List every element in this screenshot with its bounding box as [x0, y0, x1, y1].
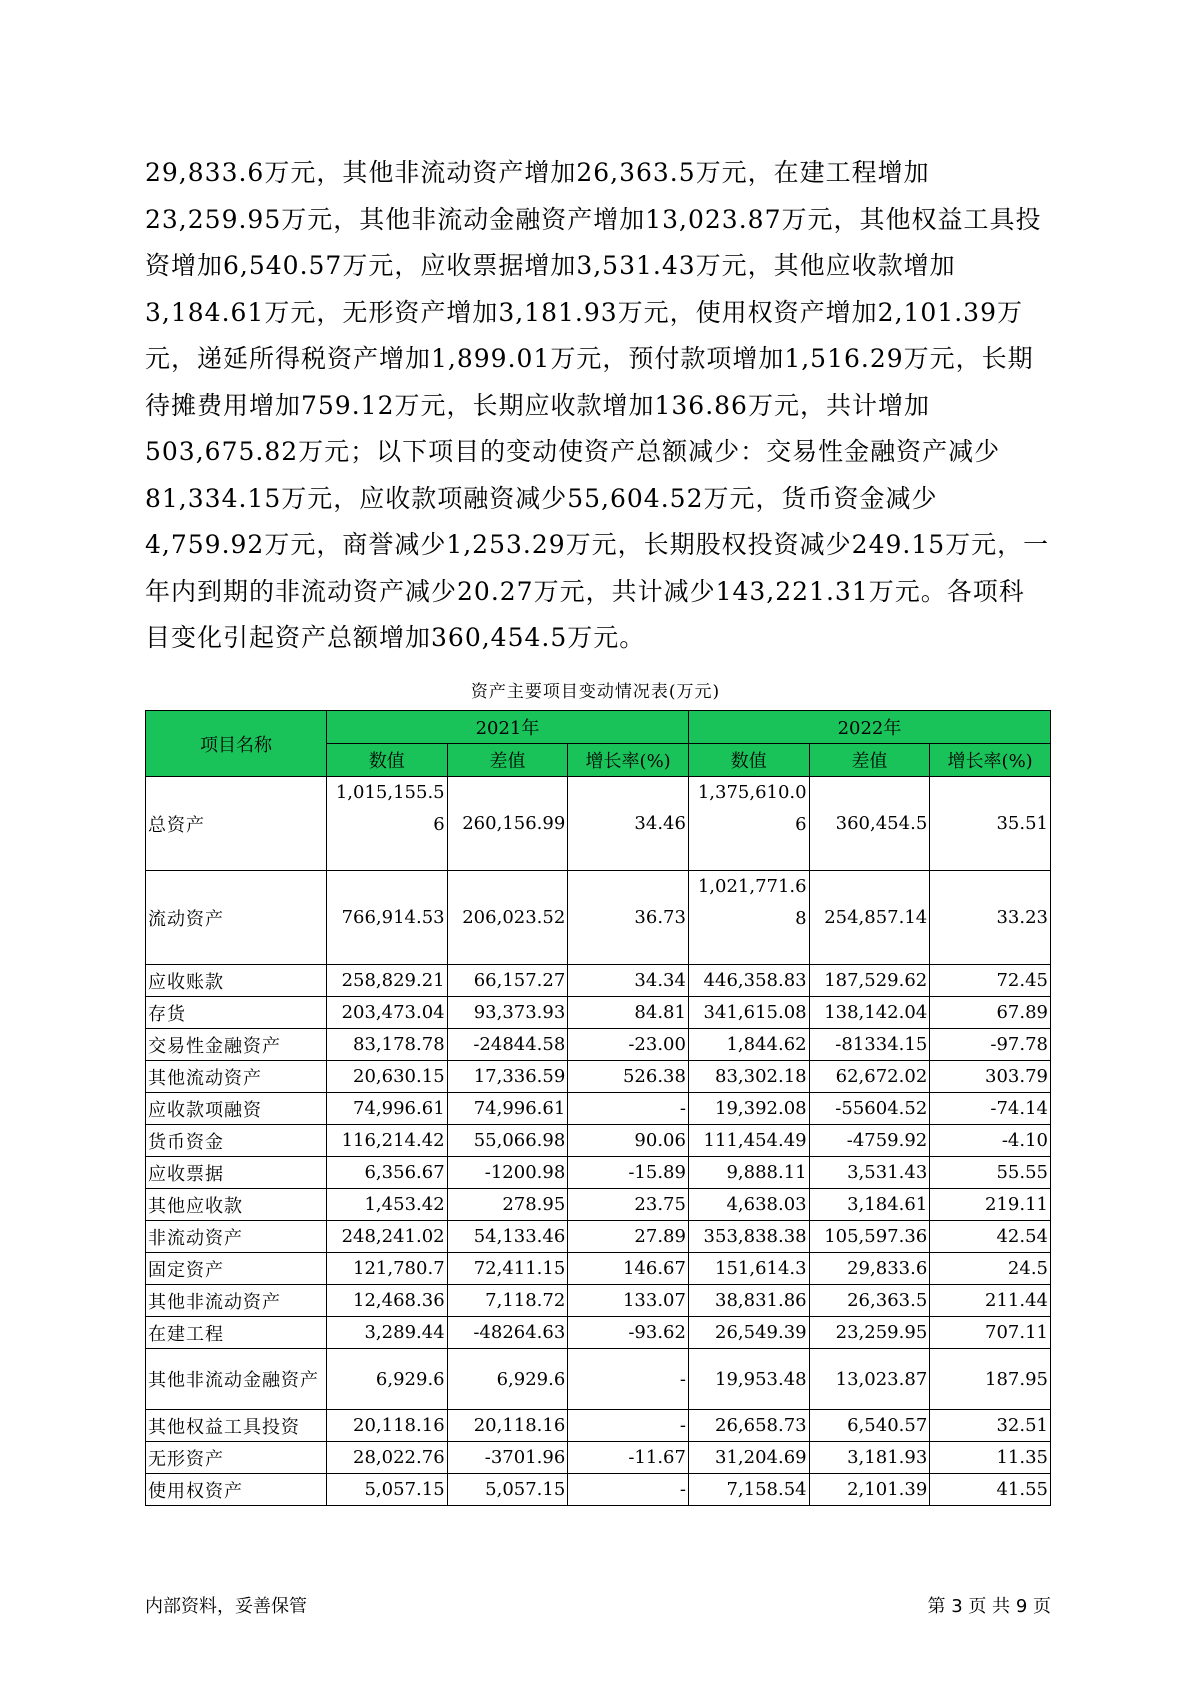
table-row [146, 871, 1051, 965]
cell-d1: 6,929.6 [447, 1349, 568, 1410]
row-item-name: 其他应收款 [146, 1189, 327, 1221]
cell-d1: 20,118.16 [447, 1410, 568, 1442]
cell-v2: 26,658.73 [688, 1410, 809, 1442]
cell-v1: 1,453.42 [326, 1189, 447, 1221]
cell-r1: 34.46 [568, 777, 689, 871]
cell-v1: 12,468.36 [326, 1285, 447, 1317]
cell-v2: 341,615.08 [688, 997, 809, 1029]
cell-d2: 3,181.93 [809, 1442, 930, 1474]
cell-r2: 55.55 [930, 1157, 1051, 1189]
cell-r2: 11.35 [930, 1442, 1051, 1474]
header-year-2021: 2021年 [326, 711, 688, 744]
cell-v1: 1,015,155.56 [326, 777, 447, 871]
cell-v2: 1,021,771.68 [688, 871, 809, 965]
cell-r1: -93.62 [568, 1317, 689, 1349]
cell-v2: 446,358.83 [688, 965, 809, 997]
cell-d2: 138,142.04 [809, 997, 930, 1029]
cell-r2: 211.44 [930, 1285, 1051, 1317]
cell-v2: 83,302.18 [688, 1061, 809, 1093]
cell-r1: 34.34 [568, 965, 689, 997]
row-item-name: 交易性金融资产 [146, 1029, 327, 1061]
table-row [146, 777, 1051, 871]
cell-v2: 7,158.54 [688, 1474, 809, 1506]
cell-v1: 248,241.02 [326, 1221, 447, 1253]
cell-v2: 1,375,610.06 [688, 777, 809, 871]
table-row [146, 997, 1051, 1029]
row-item-name: 无形资产 [146, 1442, 327, 1474]
row-item-name: 其他非流动资产 [146, 1285, 327, 1317]
cell-d1: 5,057.15 [447, 1474, 568, 1506]
footer-confidential: 内部资料，妥善保管 [145, 1596, 307, 1617]
cell-r2: 303.79 [930, 1061, 1051, 1093]
cell-d2: 62,672.02 [809, 1061, 930, 1093]
cell-d1: 55,066.98 [447, 1125, 568, 1157]
table-row [146, 1410, 1051, 1442]
table-row [146, 1253, 1051, 1285]
cell-v1: 20,630.15 [326, 1061, 447, 1093]
cell-r2: 32.51 [930, 1410, 1051, 1442]
header-diff-2021: 差值 [447, 744, 568, 777]
table-row [146, 1093, 1051, 1125]
asset-change-table [145, 710, 1051, 1506]
cell-r2: 41.55 [930, 1474, 1051, 1506]
cell-v2: 31,204.69 [688, 1442, 809, 1474]
cell-r2: -4.10 [930, 1125, 1051, 1157]
cell-d1: 93,373.93 [447, 997, 568, 1029]
table-row [146, 1029, 1051, 1061]
cell-v1: 116,214.42 [326, 1125, 447, 1157]
table-row [146, 1125, 1051, 1157]
row-item-name: 应收款项融资 [146, 1093, 327, 1125]
cell-d1: -48264.63 [447, 1317, 568, 1349]
table-row [146, 1442, 1051, 1474]
cell-r2: -74.14 [930, 1093, 1051, 1125]
cell-d1: 7,118.72 [447, 1285, 568, 1317]
table-row [146, 1221, 1051, 1253]
cell-r1: 146.67 [568, 1253, 689, 1285]
cell-r1: 526.38 [568, 1061, 689, 1093]
cell-r2: 72.45 [930, 965, 1051, 997]
cell-v2: 1,844.62 [688, 1029, 809, 1061]
cell-r2: 187.95 [930, 1349, 1051, 1410]
row-item-name: 其他流动资产 [146, 1061, 327, 1093]
cell-r1: -23.00 [568, 1029, 689, 1061]
cell-d2: 105,597.36 [809, 1221, 930, 1253]
row-item-name: 应收票据 [146, 1157, 327, 1189]
cell-r1: - [568, 1349, 689, 1410]
row-item-name: 非流动资产 [146, 1221, 327, 1253]
cell-r1: 27.89 [568, 1221, 689, 1253]
cell-d1: -3701.96 [447, 1442, 568, 1474]
table-row [146, 1285, 1051, 1317]
cell-r1: -11.67 [568, 1442, 689, 1474]
table-row [146, 1157, 1051, 1189]
cell-d1: 278.95 [447, 1189, 568, 1221]
cell-v1: 5,057.15 [326, 1474, 447, 1506]
cell-d2: 23,259.95 [809, 1317, 930, 1349]
cell-v1: 83,178.78 [326, 1029, 447, 1061]
cell-d1: 260,156.99 [447, 777, 568, 871]
cell-v2: 19,392.08 [688, 1093, 809, 1125]
cell-d2: 6,540.57 [809, 1410, 930, 1442]
cell-v2: 151,614.3 [688, 1253, 809, 1285]
header-diff-2022: 差值 [809, 744, 930, 777]
header-value-2022: 数值 [688, 744, 809, 777]
cell-v1: 766,914.53 [326, 871, 447, 965]
body-paragraph: 29,833.6万元，其他非流动资产增加26,363.5万元，在建工程增加23,259.95万元，其他非流动金融资产增加13,023.87万元，其他权益工具投资增加6,540.57万元，应收票据增加3,531.43万元，其他应收款增加3,184.61万元，无形资产增加3,181.93万元，使用权资产增加2,101.39万元，递延所得税资产增加1,899.01万元，预付款项增加1,516.29万元，长期待摊费用增加759.12万元，长期应收款增加136.86万元，共计增加503,675.82万元；以下项目的变动使资产总额减少：交易性金融资产减少81,334.15万元，应收款项融资减少55,604.52万元，货币资金减少4,759.92万元，商誉减少1,253.29万元，长期股权投资减少249.15万元，一年内到期的非流动资产减少20.27万元，共计减少143,221.31万元。各项科目变化引起资产总额增加360,454.5万元。 [145, 158, 1050, 652]
cell-d1: 17,336.59 [447, 1061, 568, 1093]
table-row [146, 1317, 1051, 1349]
row-item-name: 其他非流动金融资产 [146, 1349, 327, 1410]
cell-v1: 20,118.16 [326, 1410, 447, 1442]
cell-v1: 6,356.67 [326, 1157, 447, 1189]
cell-d2: 3,184.61 [809, 1189, 930, 1221]
cell-v1: 28,022.76 [326, 1442, 447, 1474]
cell-r2: 219.11 [930, 1189, 1051, 1221]
cell-r1: - [568, 1410, 689, 1442]
cell-v1: 258,829.21 [326, 965, 447, 997]
cell-d2: 254,857.14 [809, 871, 930, 965]
row-item-name: 使用权资产 [146, 1474, 327, 1506]
cell-r2: 67.89 [930, 997, 1051, 1029]
cell-r1: 36.73 [568, 871, 689, 965]
cell-r2: 35.51 [930, 777, 1051, 871]
cell-d1: 206,023.52 [447, 871, 568, 965]
row-item-name: 固定资产 [146, 1253, 327, 1285]
cell-r1: 84.81 [568, 997, 689, 1029]
cell-r2: 707.11 [930, 1317, 1051, 1349]
header-item-name: 项目名称 [146, 711, 327, 777]
cell-v1: 121,780.7 [326, 1253, 447, 1285]
cell-d2: 3,531.43 [809, 1157, 930, 1189]
cell-r1: 90.06 [568, 1125, 689, 1157]
row-item-name: 在建工程 [146, 1317, 327, 1349]
cell-v2: 111,454.49 [688, 1125, 809, 1157]
row-item-name: 其他权益工具投资 [146, 1410, 327, 1442]
cell-r2: -97.78 [930, 1029, 1051, 1061]
cell-r1: - [568, 1093, 689, 1125]
cell-r2: 33.23 [930, 871, 1051, 965]
cell-d1: 66,157.27 [447, 965, 568, 997]
table-row [146, 1061, 1051, 1093]
cell-d1: 54,133.46 [447, 1221, 568, 1253]
table-caption: 资产主要项目变动情况表(万元) [470, 682, 721, 702]
cell-r1: - [568, 1474, 689, 1506]
row-item-name: 货币资金 [146, 1125, 327, 1157]
cell-d2: -81334.15 [809, 1029, 930, 1061]
table-row [146, 1349, 1051, 1410]
cell-v2: 26,549.39 [688, 1317, 809, 1349]
cell-v1: 203,473.04 [326, 997, 447, 1029]
table-row [146, 1474, 1051, 1506]
header-rate-2021: 增长率(%) [568, 744, 689, 777]
header-rate-2022: 增长率(%) [930, 744, 1051, 777]
cell-d2: 26,363.5 [809, 1285, 930, 1317]
cell-d1: 74,996.61 [447, 1093, 568, 1125]
row-item-name: 应收账款 [146, 965, 327, 997]
cell-d2: -55604.52 [809, 1093, 930, 1125]
cell-v1: 3,289.44 [326, 1317, 447, 1349]
header-value-2021: 数值 [326, 744, 447, 777]
row-item-name: 总资产 [146, 777, 327, 871]
cell-v1: 6,929.6 [326, 1349, 447, 1410]
cell-d2: 360,454.5 [809, 777, 930, 871]
cell-d1: 72,411.15 [447, 1253, 568, 1285]
cell-d2: -4759.92 [809, 1125, 930, 1157]
cell-r2: 24.5 [930, 1253, 1051, 1285]
cell-d2: 187,529.62 [809, 965, 930, 997]
cell-d2: 2,101.39 [809, 1474, 930, 1506]
table-row [146, 1189, 1051, 1221]
cell-d2: 13,023.87 [809, 1349, 930, 1410]
cell-v2: 4,638.03 [688, 1189, 809, 1221]
cell-d2: 29,833.6 [809, 1253, 930, 1285]
cell-r1: 133.07 [568, 1285, 689, 1317]
cell-v2: 9,888.11 [688, 1157, 809, 1189]
cell-v2: 353,838.38 [688, 1221, 809, 1253]
footer-page-number: 第 3 页 共 9 页 [927, 1596, 1051, 1617]
table-row [146, 965, 1051, 997]
cell-r2: 42.54 [930, 1221, 1051, 1253]
row-item-name: 流动资产 [146, 871, 327, 965]
cell-v2: 38,831.86 [688, 1285, 809, 1317]
cell-r1: -15.89 [568, 1157, 689, 1189]
cell-v1: 74,996.61 [326, 1093, 447, 1125]
row-item-name: 存货 [146, 997, 327, 1029]
cell-d1: -1200.98 [447, 1157, 568, 1189]
cell-r1: 23.75 [568, 1189, 689, 1221]
cell-d1: -24844.58 [447, 1029, 568, 1061]
cell-v2: 19,953.48 [688, 1349, 809, 1410]
header-year-2022: 2022年 [688, 711, 1050, 744]
table-body [146, 777, 1051, 1506]
